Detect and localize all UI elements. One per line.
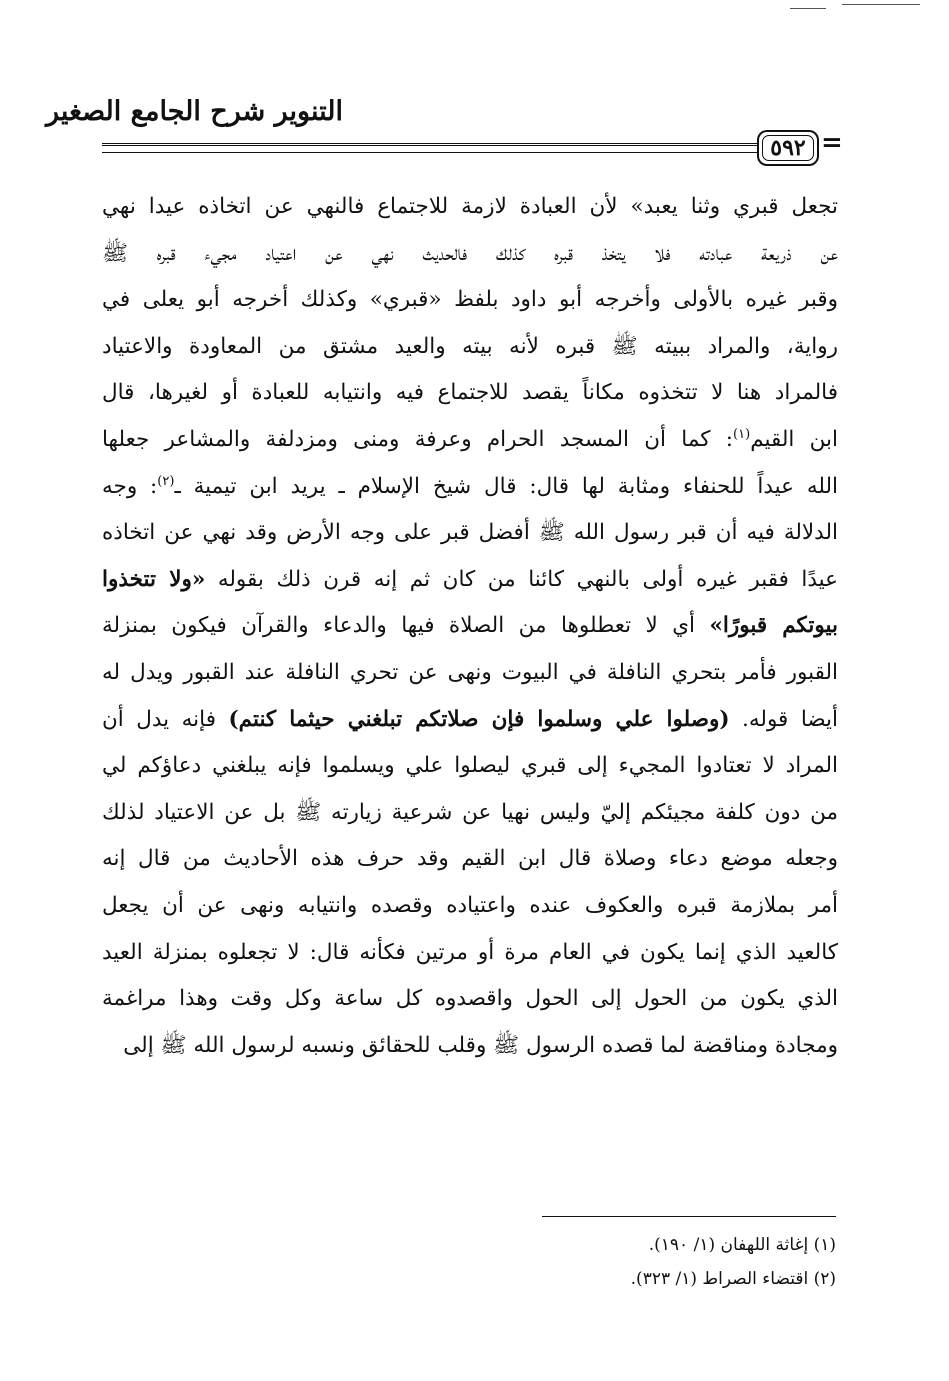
body-line: [102, 324, 838, 371]
footnote-1: (١) إغاثة اللهفان (١/ ١٩٠).: [648, 1235, 836, 1255]
bold-phrase: «ولا تتخذوا: [102, 566, 206, 592]
text-segment: : وجه: [102, 473, 158, 499]
text-segment: أي لا تعطلوها من الصلاة فيها والدعاء والقرآن فيكون بمنزلة: [102, 613, 710, 639]
footnote-marker: (٢): [157, 473, 175, 489]
body-line: [102, 557, 838, 604]
body-line: [102, 231, 838, 278]
page-number-box: [757, 130, 819, 166]
text-segment: : كما أن المسجد الحرام وعرفة ومنى ومزدلفة والمشاعر جعلها: [102, 426, 734, 452]
body-line: [102, 464, 838, 511]
text-segment: وجعله موضع دعاء وصلاة قال ابن القيم وقد حرف هذه الأحاديث من قال إنه: [102, 846, 838, 872]
body-line: [102, 836, 838, 883]
body-line: [102, 510, 838, 557]
body-line: [102, 697, 838, 744]
body-line: [102, 277, 838, 324]
text-segment: القبور فأمر بتحري النافلة في البيوت ونهى عن تحري النافلة عند القبور ويدل له: [102, 659, 838, 685]
text-segment: عيدًا فقبر غيره أولى بالنهي كائنا من كان ثم إنه قرن ذلك بقوله: [205, 566, 838, 592]
body-line: [102, 790, 838, 837]
text-segment: رواية، والمراد ببيته ﷺ قبره لأنه بيته والعيد مشتق من المعاودة والاعتياد: [102, 333, 838, 359]
text-segment: ابن القيم: [750, 426, 838, 452]
body-line: [102, 743, 838, 790]
body-line: [102, 930, 838, 977]
footnotes: [136, 1228, 836, 1296]
body-line: [102, 603, 838, 650]
body-line: [102, 1023, 838, 1070]
body-line: [102, 883, 838, 930]
text-segment: أمر بملازمة قبره والعكوف عنده واعتياده وقصده وانتيابه ونهى عن أن يجعل: [102, 892, 838, 918]
body-line: [102, 417, 838, 464]
text-segment: كالعيد الذي إنما يكون في العام مرة أو مرتين فكأنه قال: لا تجعلوه بمنزلة العيد: [102, 939, 838, 965]
bold-phrase: بيوتكم قبورًا»: [709, 613, 838, 639]
text-segment: أيضا قوله.: [729, 706, 838, 732]
bold-phrase: (وصلوا علي وسلموا فإن صلاتكم تبلغني حيثما كنتم): [228, 706, 730, 732]
text-segment: تجعل قبري وثنا يعبد» لأن العبادة لازمة للاجتماع فالنهي عن اتخاذه عيدا نهي: [102, 194, 838, 219]
text-segment: الدلالة فيه أن قبر رسول الله ﷺ أفضل قبر على وجه الأرض وقد نهي عن اتخاذه: [102, 520, 838, 546]
footnote-rule: [542, 1216, 836, 1217]
text-segment: الذي يكون من الحول إلى الحول واقصدوه كل ساعة وكل وقت وهذا مراغمة: [102, 986, 838, 1012]
header-rule: [102, 143, 758, 153]
text-segment: فإنه يدل أن: [102, 706, 229, 732]
book-title: التنوير شرح الجامع الصغير: [46, 96, 343, 127]
body-line: [102, 370, 838, 417]
text-segment: ومجادة ومناقضة لما قصده الرسول ﷺ وقلب للحقائق ونسبه لرسول الله ﷺ إلى: [123, 1032, 838, 1058]
body-text: [102, 184, 838, 1069]
body-line: [102, 976, 838, 1023]
footnote-2: (٢) اقتضاء الصراط (١/ ٣٢٣).: [630, 1269, 836, 1289]
text-segment: من دون كلفة مجيئكم إليّ وليس نهيا عن شرعية زيارته ﷺ بل عن الاعتياد لذلك: [102, 799, 838, 825]
text-segment: فالمراد هنا لا تتخذوه مكاناً يقصد للاجتماع فيه وانتيابه للعبادة أو لغيرها، قال: [102, 380, 838, 406]
text-segment: المراد لا تعتادوا المجيء إلى قبري ليصلوا علي ويسلموا فإنه يبلغني دعاؤكم لي: [102, 753, 838, 779]
body-line: [102, 184, 838, 231]
body-line: [102, 650, 838, 697]
header-equals-mark: =: [821, 128, 843, 158]
text-segment: وقبر غيره بالأولى وأخرجه أبو داود بلفظ «قبري» وكذلك أخرجه أبو يعلى في: [102, 287, 838, 313]
page-number: ٥٩٢: [770, 135, 806, 161]
text-segment: الله عيداً للحنفاء ومثابة لها قال: قال شيخ الإسلام ـ يريد ابن تيمية ـ: [174, 473, 838, 499]
footnote-marker: (١): [733, 426, 751, 442]
text-segment: عن ذريعة عبادته فلا يتخذ قبره كذلك فالحديث نهي عن اعتياد مجيء قبره ﷺ: [102, 240, 838, 266]
